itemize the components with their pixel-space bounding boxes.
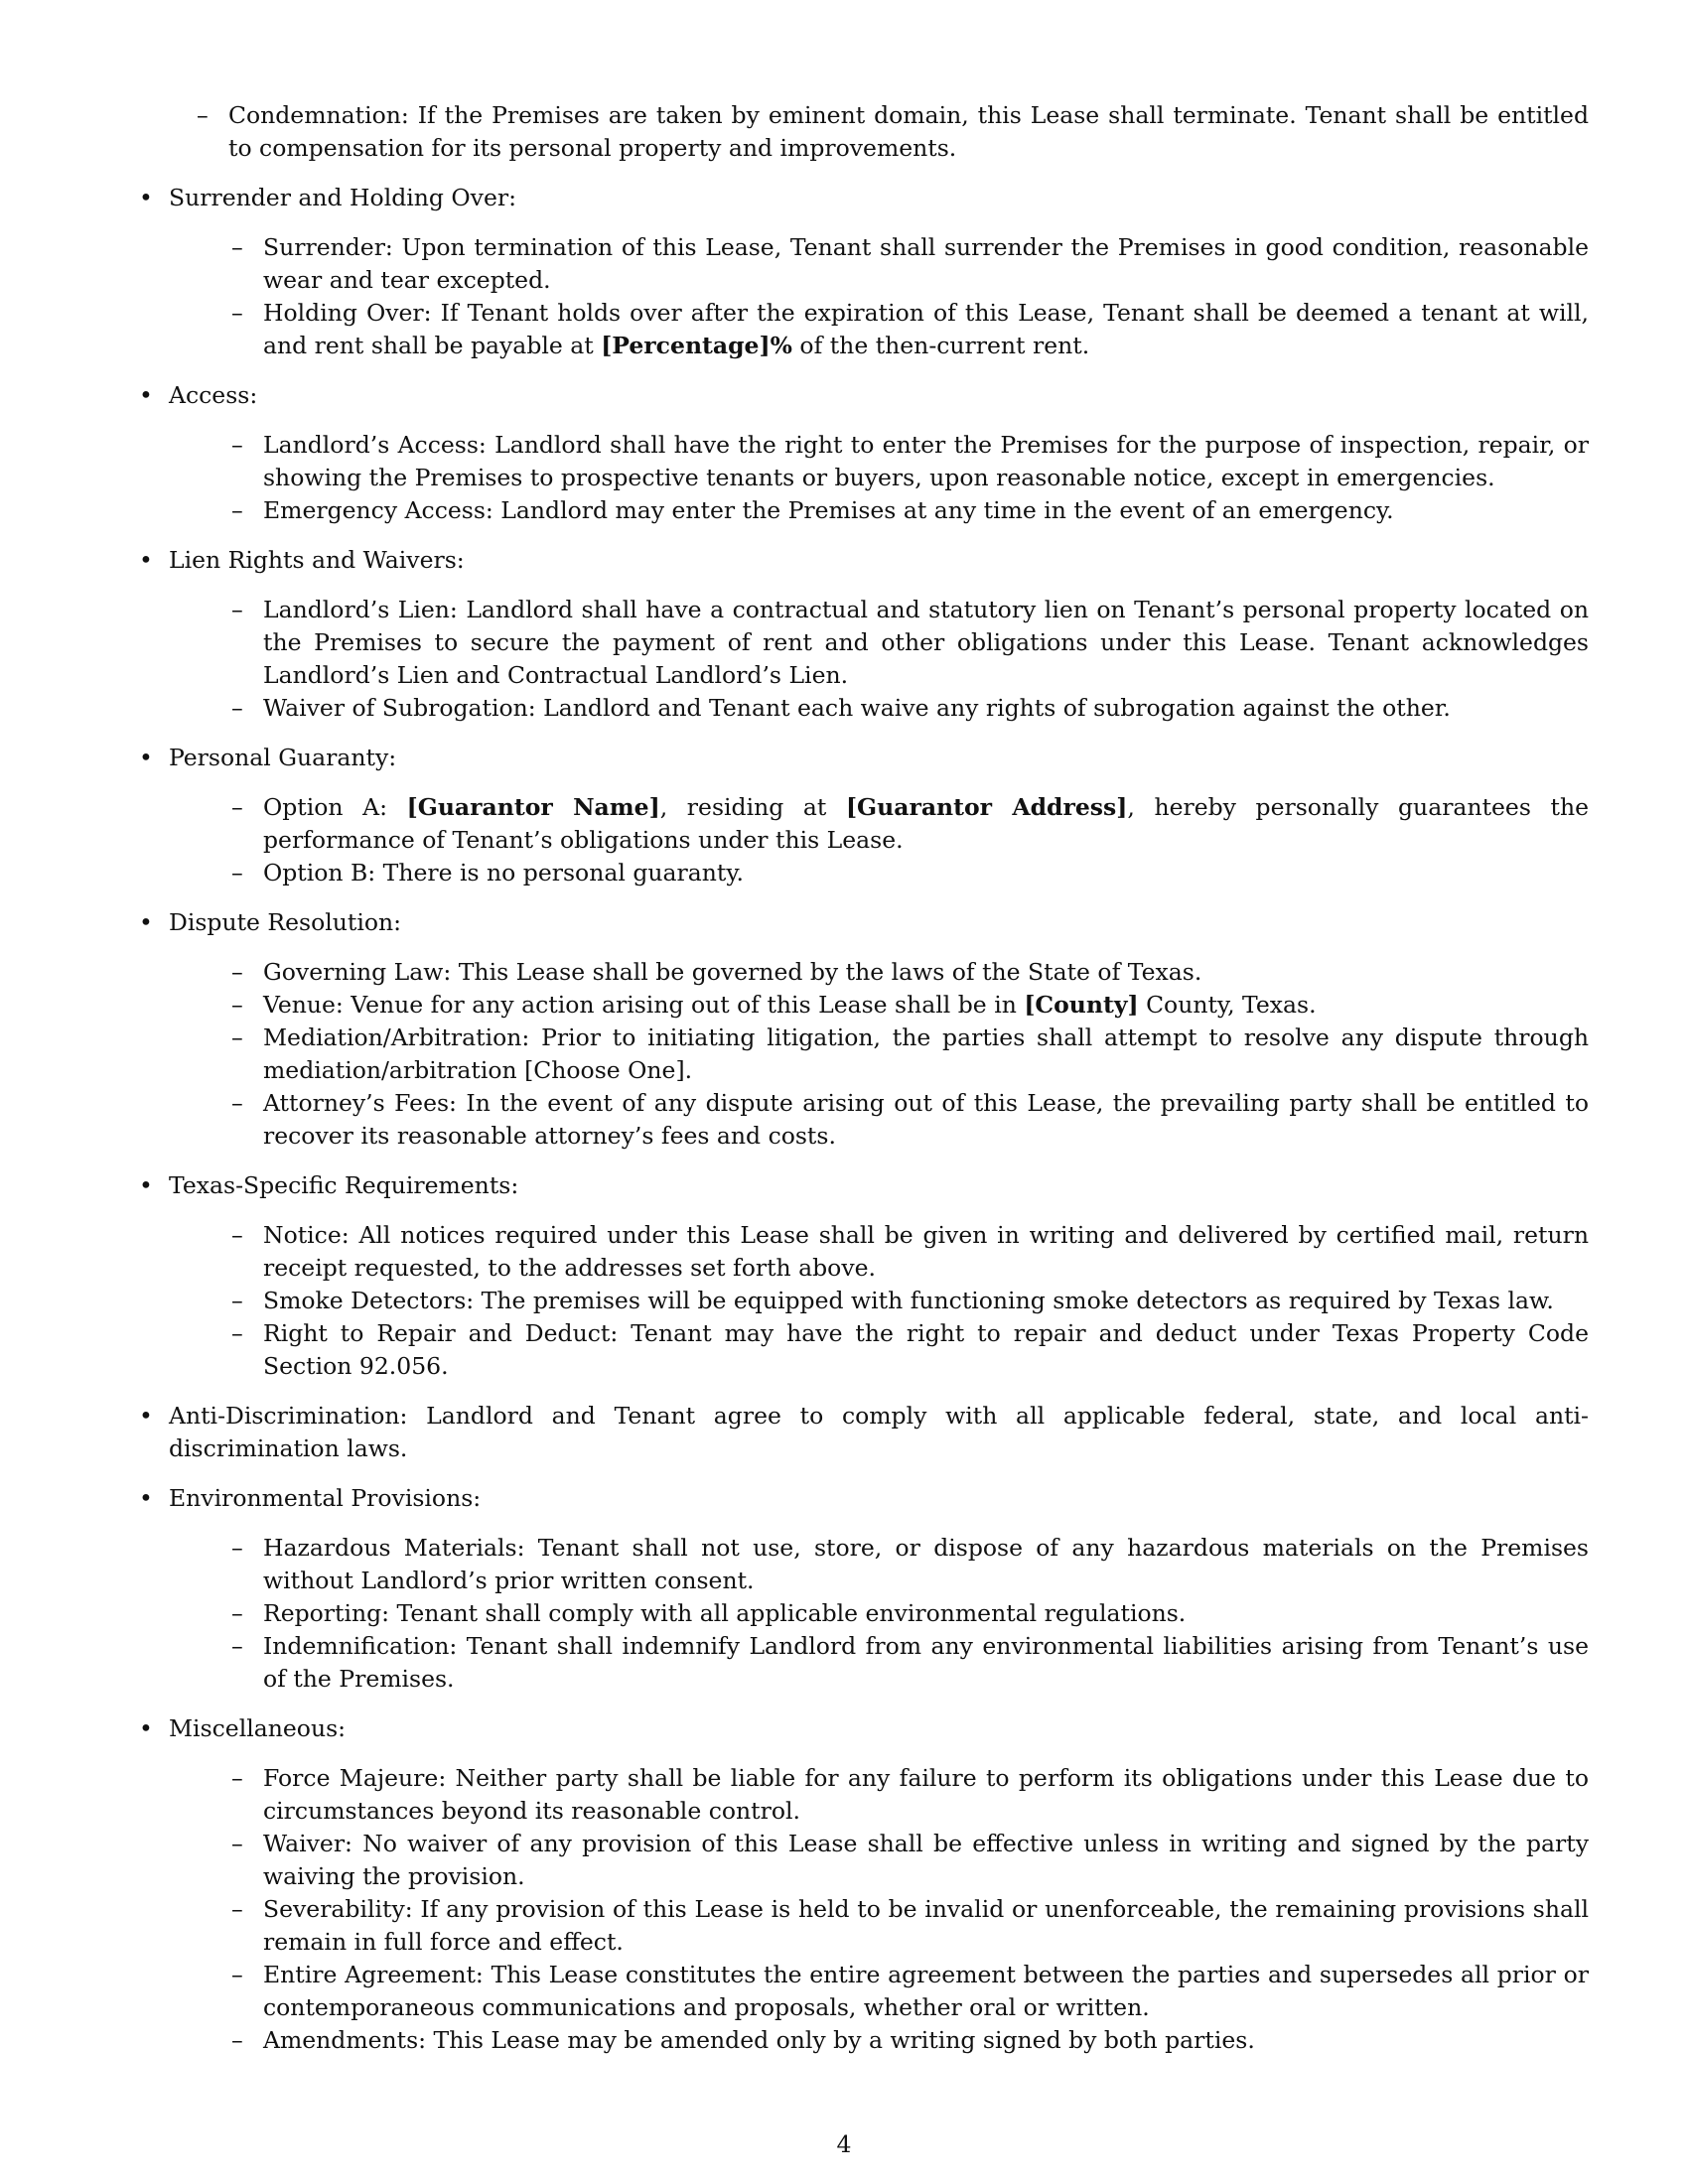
placeholder-percentage: [Percentage]% xyxy=(601,332,792,359)
sublist xyxy=(169,791,1589,889)
item-text: Hazardous Materials: Tenant shall not use, store, or dispose of any hazardous materials on the Premises without Landlord’s prior written consent. xyxy=(263,1534,1589,1594)
dash-marker: – xyxy=(231,1319,243,1347)
dash-marker: – xyxy=(231,2026,243,2054)
section-lien-rights xyxy=(134,544,1589,725)
bullet-marker: • xyxy=(139,1402,153,1430)
section-title: Environmental Provisions: xyxy=(169,1484,482,1512)
sublist xyxy=(169,429,1589,527)
section-dispute-resolution xyxy=(134,906,1589,1153)
item-text: Landlord’s Access: Landlord shall have the right to enter the Premises for the purpose of inspection, repair, or showing the Premises to prospective tenants or buyers, upon reasonable notice, except in emergencies. xyxy=(263,431,1589,491)
item-text: , residing at xyxy=(659,793,846,821)
dash-marker: – xyxy=(231,596,243,623)
item-text: Holding Over: If Tenant holds over after the expiration of this Lease, Tenant shall be deemed a tenant at will, and rent shall be payable at xyxy=(263,299,1589,359)
sublist xyxy=(169,1762,1589,2057)
bullet-marker: • xyxy=(139,908,153,936)
section-surrender xyxy=(134,182,1589,362)
dash-marker: – xyxy=(231,1632,243,1660)
section-access xyxy=(134,379,1589,527)
list-item xyxy=(169,857,1589,889)
placeholder-guarantor-address: [Guarantor Address] xyxy=(845,793,1128,821)
dash-marker: – xyxy=(231,299,243,327)
item-text: Venue: Venue for any action arising out of this Lease shall be in xyxy=(263,991,1025,1019)
item-text: of the then-current rent. xyxy=(791,332,1090,359)
item-text: Surrender: Upon termination of this Lease, Tenant shall surrender the Premises in good condition, reasonable wear and tear excepted. xyxy=(263,233,1589,294)
item-text: Amendments: This Lease may be amended only by a writing signed by both parties. xyxy=(263,2026,1255,2054)
list-item xyxy=(169,1022,1589,1087)
dash-marker: – xyxy=(231,859,243,887)
item-text: Severability: If any provision of this Lease is held to be invalid or unenforceable, the remaining provisions shall remain in full force and effect. xyxy=(263,1895,1589,1956)
section-title: Anti-Discrimination: Landlord and Tenant agree to comply with all applicable federal, state, and local anti-discrimination laws. xyxy=(169,1402,1589,1462)
list-item xyxy=(169,1087,1589,1153)
dash-marker: – xyxy=(231,496,243,524)
placeholder-guarantor-name: [Guarantor Name] xyxy=(406,793,660,821)
list-item xyxy=(169,1893,1589,1959)
section-title: Personal Guaranty: xyxy=(169,744,397,771)
item-text: Landlord’s Lien: Landlord shall have a contractual and statutory lien on Tenant’s personal property located on the Premises to secure the payment of rent and other obligations under this Lease. Tenant acknowledges Landlord’s Lien and Contractual Landlord’s Lien. xyxy=(263,596,1589,689)
list-item xyxy=(169,594,1589,692)
item-text: Emergency Access: Landlord may enter the Premises at any time in the event of an emergency. xyxy=(263,496,1394,524)
list-item xyxy=(169,297,1589,362)
dash-marker: – xyxy=(231,1961,243,1988)
item-text: County, Texas. xyxy=(1138,991,1317,1019)
dash-marker: – xyxy=(231,1089,243,1117)
sublist xyxy=(169,231,1589,362)
list-item xyxy=(169,791,1589,857)
item-text: Indemnification: Tenant shall indemnify Landlord from any environmental liabilities arising from Tenant’s use of the Premises. xyxy=(263,1632,1589,1693)
item-text: , hereby personally guarantees the performance of Tenant’s obligations under this Lease. xyxy=(263,793,1589,854)
list-item xyxy=(169,429,1589,494)
dash-marker: – xyxy=(231,1599,243,1627)
item-text: Reporting: Tenant shall comply with all applicable environmental regulations. xyxy=(263,1599,1187,1627)
section-title: Access: xyxy=(169,381,258,409)
item-text: Condemnation: If the Premises are taken by eminent domain, this Lease shall terminate. Tenant shall be entitled to compensation for its personal property and improvements. xyxy=(228,101,1589,162)
page-number: 4 xyxy=(836,2130,852,2158)
item-text: Right to Repair and Deduct: Tenant may have the right to repair and deduct under Texas Property Code Section 92.056. xyxy=(263,1319,1589,1380)
dash-marker: – xyxy=(197,101,209,129)
list-item xyxy=(169,1219,1589,1285)
item-text: Attorney’s Fees: In the event of any dispute arising out of this Lease, the prevailing party shall be entitled to recover its reasonable attorney’s fees and costs. xyxy=(263,1089,1589,1150)
bullet-marker: • xyxy=(139,744,153,771)
list-item xyxy=(169,1532,1589,1597)
section-title: Lien Rights and Waivers: xyxy=(169,546,465,574)
item-text: Governing Law: This Lease shall be governed by the laws of the State of Texas. xyxy=(263,958,1202,986)
item-text: Option A: xyxy=(263,793,407,821)
bullet-marker: • xyxy=(139,184,153,211)
item-text: Waiver of Subrogation: Landlord and Tenant each waive any rights of subrogation against the other. xyxy=(263,694,1451,722)
list-item-condemnation xyxy=(134,99,1589,165)
bullet-marker: • xyxy=(139,381,153,409)
dash-marker: – xyxy=(231,1534,243,1562)
list-item xyxy=(169,1762,1589,1828)
bullet-marker: • xyxy=(139,1714,153,1742)
section-title: Texas-Specific Requirements: xyxy=(169,1171,519,1199)
dash-marker: – xyxy=(231,431,243,459)
dash-marker: – xyxy=(231,1830,243,1857)
item-text: Waiver: No waiver of any provision of this Lease shall be effective unless in writing and signed by the party waiving the provision. xyxy=(263,1830,1589,1890)
dash-marker: – xyxy=(231,958,243,986)
item-text: Entire Agreement: This Lease constitutes the entire agreement between the parties and supersedes all prior or contemporaneous communications and proposals, whether oral or written. xyxy=(263,1961,1589,2021)
list-item xyxy=(169,692,1589,725)
dash-marker: – xyxy=(231,694,243,722)
list-item xyxy=(169,1959,1589,2024)
list-item xyxy=(169,1828,1589,1893)
dash-marker: – xyxy=(231,1024,243,1051)
sublist xyxy=(169,1219,1589,1383)
section-environmental xyxy=(134,1482,1589,1696)
list-item xyxy=(169,1597,1589,1630)
placeholder-county: [County] xyxy=(1024,991,1139,1019)
sublist xyxy=(169,1532,1589,1696)
section-miscellaneous xyxy=(134,1712,1589,2057)
list-item xyxy=(169,494,1589,527)
dash-marker: – xyxy=(231,991,243,1019)
dash-marker: – xyxy=(231,793,243,821)
list-item xyxy=(169,956,1589,989)
dash-marker: – xyxy=(231,1221,243,1249)
section-texas-requirements xyxy=(134,1169,1589,1383)
list-item xyxy=(169,1630,1589,1696)
bullet-marker: • xyxy=(139,1171,153,1199)
list-item xyxy=(169,231,1589,297)
section-personal-guaranty xyxy=(134,742,1589,889)
list-item xyxy=(169,989,1589,1022)
dash-marker: – xyxy=(231,233,243,261)
list-item xyxy=(169,2024,1589,2057)
dash-marker: – xyxy=(231,1287,243,1314)
bullet-marker: • xyxy=(139,546,153,574)
sublist xyxy=(169,594,1589,725)
section-anti-discrimination xyxy=(134,1400,1589,1465)
list-item xyxy=(169,1317,1589,1383)
item-text: Force Majeure: Neither party shall be liable for any failure to perform its obligations under this Lease due to circumstances beyond its reasonable control. xyxy=(263,1764,1589,1825)
dash-marker: – xyxy=(231,1764,243,1792)
bullet-marker: • xyxy=(139,1484,153,1512)
item-text: Option B: There is no personal guaranty. xyxy=(263,859,744,887)
section-title: Dispute Resolution: xyxy=(169,908,402,936)
sublist xyxy=(169,956,1589,1153)
section-title: Miscellaneous: xyxy=(169,1714,347,1742)
document-body xyxy=(134,99,1589,2074)
item-text: Mediation/Arbitration: Prior to initiating litigation, the parties shall attempt to resolve any dispute through mediation/arbitration [Choose One]. xyxy=(263,1024,1589,1084)
section-title: Surrender and Holding Over: xyxy=(169,184,517,211)
item-text: Smoke Detectors: The premises will be equipped with functioning smoke detectors as required by Texas law. xyxy=(263,1287,1554,1314)
item-text: Notice: All notices required under this Lease shall be given in writing and delivered by certified mail, return receipt requested, to the addresses set forth above. xyxy=(263,1221,1589,1282)
dash-marker: – xyxy=(231,1895,243,1923)
list-item xyxy=(169,1285,1589,1317)
